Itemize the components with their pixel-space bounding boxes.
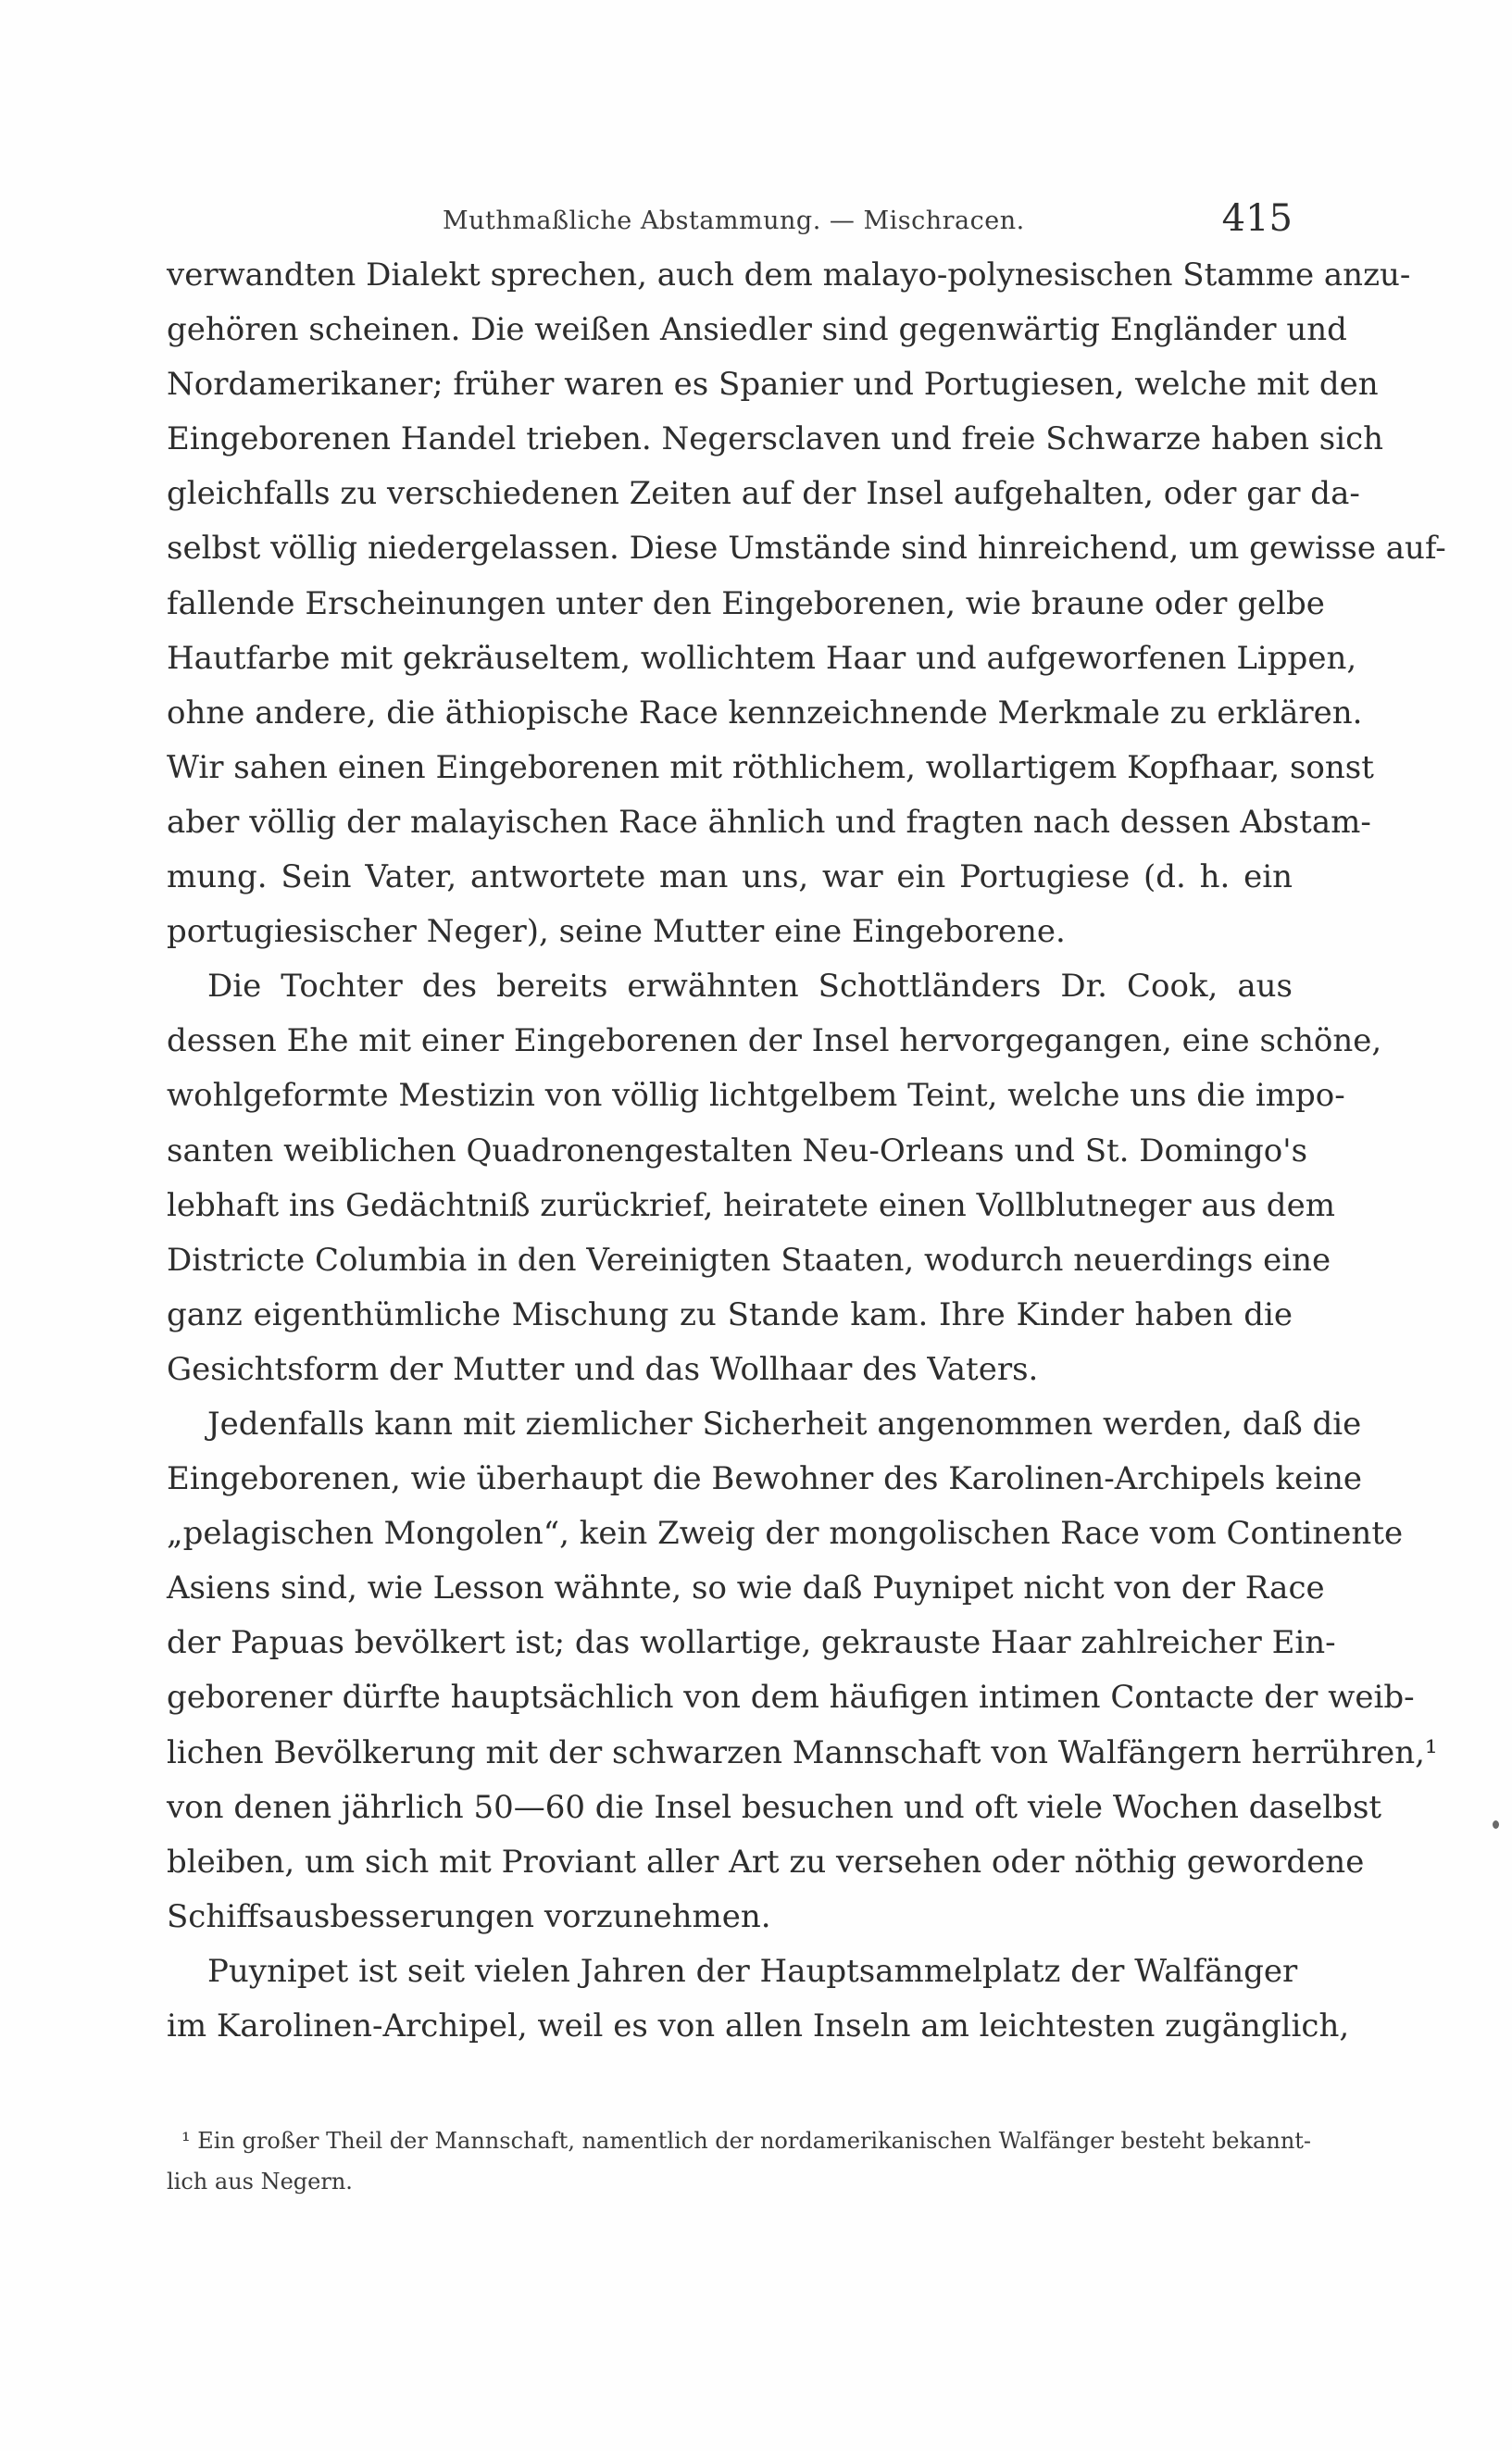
text-line: portugiesischer Neger), seine Mutter eine Eingeborene. xyxy=(167,913,1066,951)
body-text xyxy=(167,248,1446,2054)
text-line: Wir sahen einen Eingeborenen mit röthlichem, wollartigem Kopfhaar, sonst xyxy=(167,748,1374,786)
text-line: „pelagischen Mongolen“, kein Zweig der mongolischen Race vom Continente xyxy=(167,1515,1404,1553)
text-line: Die Tochter des bereits erwähnten Schottländers Dr. Cook, aus xyxy=(207,968,1293,1006)
text-line: lichen Bevölkerung mit der schwarzen Mannschaft von Walfängern herrühren,¹ xyxy=(167,1733,1438,1771)
text-line: santen weiblichen Quadronengestalten Neu-Orleans und St. Domingo's xyxy=(167,1132,1308,1169)
footnote-line: ¹ Ein großer Theil der Mannschaft, namentlich der nordamerikanischen Walfänger besteht bekannt- xyxy=(181,2128,1312,2154)
text-line: von denen jährlich 50—60 die Insel besuchen und oft viele Wochen daselbst xyxy=(167,1788,1382,1826)
footnotes xyxy=(167,2120,1312,2202)
text-line: Nordamerikaner; früher waren es Spanier und Portugiesen, welche mit den xyxy=(167,366,1379,404)
text-line: mung. Sein Vater, antwortete man uns, war ein Portugiese (d. h. ein xyxy=(167,858,1293,896)
text-line: fallende Erscheinungen unter den Eingeborenen, wie braune oder gelbe xyxy=(167,584,1325,622)
text-line: Gesichtsform der Mutter und das Wollhaar des Vaters. xyxy=(167,1350,1039,1388)
text-line: Puynipet ist seit vielen Jahren der Hauptsammelplatz der Walfänger xyxy=(207,1952,1298,1990)
text-line: aber völlig der malayischen Race ähnlich und fragten nach dessen Abstam- xyxy=(167,803,1371,841)
text-line: verwandten Dialekt sprechen, auch dem malayo-polynesischen Stamme anzu- xyxy=(167,256,1411,294)
text-line: gleichfalls zu verschiedenen Zeiten auf der Insel aufgehalten, oder gar da- xyxy=(167,475,1360,513)
text-line: dessen Ehe mit einer Eingeborenen der Insel hervorgegangen, eine schöne, xyxy=(167,1022,1382,1060)
footnote-line: lich aus Negern. xyxy=(167,2169,353,2195)
text-line: Eingeborenen Handel trieben. Negersclaven und freie Schwarze haben sich xyxy=(167,420,1384,458)
text-line: Schiffsausbesserungen vorzunehmen. xyxy=(167,1897,771,1935)
text-line: selbst völlig niedergelassen. Diese Umstände sind hinreichend, um gewisse auf- xyxy=(167,530,1446,568)
running-title: Muthmaßliche Abstammung. — Mischracen. xyxy=(443,206,1025,235)
text-line: bleiben, um sich mit Proviant aller Art zu versehen oder nöthig gewordene xyxy=(167,1843,1365,1881)
text-line: Jedenfalls kann mit ziemlicher Sicherheit angenommen werden, daß die xyxy=(207,1405,1362,1443)
text-line: ganz eigenthümliche Mischung zu Stande kam. Ihre Kinder haben die xyxy=(167,1295,1293,1333)
text-line: Asiens sind, wie Lesson wähnte, so wie daß Puynipet nicht von der Race xyxy=(167,1569,1325,1607)
page-header xyxy=(165,190,1293,245)
text-line: Eingeborenen, wie überhaupt die Bewohner des Karolinen-Archipels keine xyxy=(167,1460,1363,1498)
text-line: gehören scheinen. Die weißen Ansiedler sind gegenwärtig Engländer und xyxy=(167,311,1347,349)
page-number: 415 xyxy=(1221,197,1293,240)
paper-speck xyxy=(1493,1820,1499,1829)
text-line: der Papuas bevölkert ist; das wollartige, gekrauste Haar zahlreicher Ein- xyxy=(167,1624,1336,1662)
text-line: Districte Columbia in den Vereinigten Staaten, wodurch neuerdings eine xyxy=(167,1241,1331,1279)
text-line: wohlgeformte Mestizin von völlig lichtgelbem Teint, welche uns die impo- xyxy=(167,1077,1345,1115)
text-line: im Karolinen-Archipel, weil es von allen Inseln am leichtesten zugänglich, xyxy=(167,2007,1350,2045)
text-line: geborener dürfte hauptsächlich von dem häufigen intimen Contacte der weib- xyxy=(167,1679,1415,1717)
text-line: ohne andere, die äthiopische Race kennzeichnende Merkmale zu erklären. xyxy=(167,694,1363,732)
text-line: lebhaft ins Gedächtniß zurückrief, heiratete einen Vollblutneger aus dem xyxy=(167,1186,1335,1224)
text-line: Hautfarbe mit gekräuseltem, wollichtem Haar und aufgeworfenen Lippen, xyxy=(167,639,1357,677)
